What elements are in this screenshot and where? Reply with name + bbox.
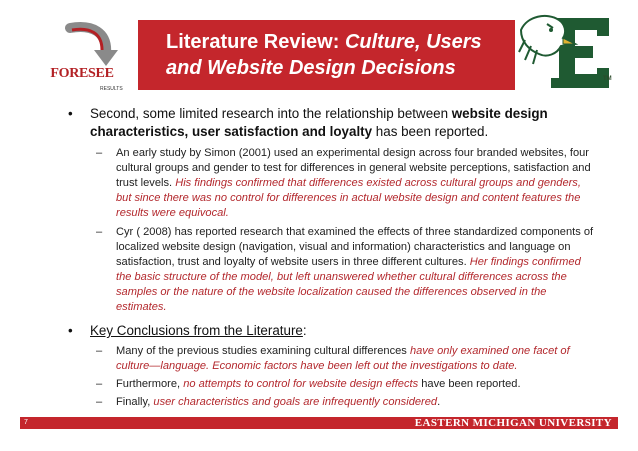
dash-marker: – <box>96 396 103 408</box>
dash-marker: – <box>96 345 103 357</box>
sub-bullet-emphasis: no attempts to control for website design effects <box>183 378 419 390</box>
dash-marker: – <box>96 226 103 238</box>
curved-arrow-icon <box>30 20 134 70</box>
bullet-second-research <box>64 105 594 141</box>
dash-marker: – <box>96 378 103 390</box>
sub-bullet-emphasis: His findings confirmed that differences existed across cultural groups and genders, but since there was no control for differences in actual website design and content features the results were equivocal. <box>116 177 581 219</box>
page-number: 7 <box>24 419 28 426</box>
key-conclusions-heading: Key Conclusions from the Literature <box>90 323 303 338</box>
sub-bullet-emphasis: have only examined one facet of culture—language. Economic factors have been left out the investigations to date. <box>116 345 570 372</box>
bullet-marker: • <box>68 323 73 338</box>
slide-title-line-1 <box>166 30 482 54</box>
sub-bullet-simon-study <box>64 146 594 221</box>
sub-bullet-text-end: have been reported. <box>418 378 521 390</box>
foresee-tagline: RESULTS <box>100 86 123 92</box>
title-plain: Literature Review: <box>166 31 345 53</box>
sub-bullet-text: Finally, <box>116 396 154 408</box>
sub-bullet-text-end: . <box>437 396 441 408</box>
trademark-mark: TM <box>603 76 612 82</box>
foresee-logo <box>30 20 134 100</box>
sub-bullet-text: Furthermore, <box>116 378 184 390</box>
heading-colon: : <box>302 323 307 338</box>
university-name: EASTERN MICHIGAN UNIVERSITY <box>414 417 612 429</box>
bullet-key-conclusions <box>64 322 594 340</box>
eagle-e-icon <box>517 10 617 94</box>
bullet-bold-text: website design characteristics, user satisfaction and loyalty <box>90 106 548 139</box>
sub-bullet-text: Cyr ( 2008) has reported research that examined the effects of three standardized components of localized website design (navigation, visual and information) characteristics and language on satisfaction, trust and loyalty of website users in three different cultures. <box>116 226 594 268</box>
sub-bullet-language-only <box>64 344 594 374</box>
sub-bullet-cyr-study <box>64 225 594 315</box>
foresee-wordmark: FORESEE <box>50 66 114 81</box>
title-banner <box>138 20 515 90</box>
sub-bullet-emphasis: Her findings confirmed the basic structure of the model, but left unanswered whether cultural differences across the samples or the nature of the website localization caused the differences observed in the estimates. <box>116 256 581 313</box>
slide-body <box>64 105 594 410</box>
slide-title-line-2 <box>166 56 456 80</box>
sub-bullet-user-characteristics <box>64 395 594 410</box>
sub-bullet-no-design-control <box>64 377 594 392</box>
dash-marker: – <box>96 147 103 159</box>
bullet-text: Second, some limited research into the relationship between <box>90 106 452 121</box>
sub-bullet-text: Many of the previous studies examining cultural differences <box>116 345 410 357</box>
title-italic-2: and Website Design Decisions <box>166 57 456 79</box>
title-italic-1: Culture, Users <box>344 31 482 53</box>
bullet-marker: • <box>68 106 73 121</box>
sub-bullet-emphasis: user characteristics and goals are infrequently considered <box>153 396 438 408</box>
footer-bar <box>20 417 618 429</box>
emu-eagle-logo <box>517 10 617 94</box>
bullet-text-end: has been reported. <box>372 124 489 139</box>
sub-bullet-text: An early study by Simon (2001) used an experimental design across four branded websites, four cultural groups and gender to test for differences in general website perceptions, satisfaction and trust levels. <box>116 147 591 189</box>
